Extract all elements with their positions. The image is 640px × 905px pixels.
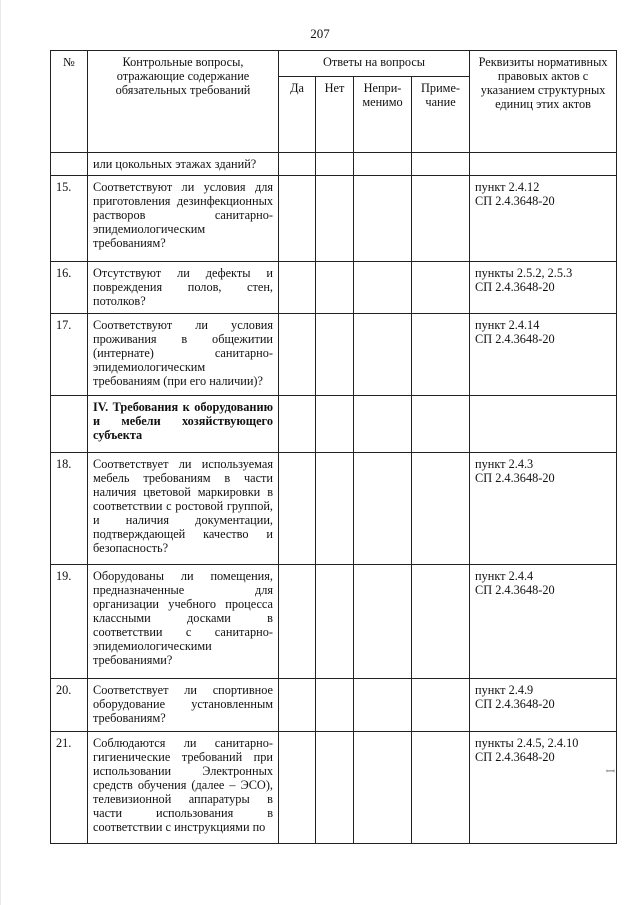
col-header-questions: Контрольные вопросы, отражающие содержание обязательных требований xyxy=(88,51,279,153)
row-question: Соответствуют ли условия для приготовления дезинфекционных растворов санитарно-эпидемиологическим требованиям? xyxy=(88,176,279,262)
row-question: Соответствует ли используемая мебель требованиям в части наличия цветовой маркировки в соответствии с ростовой группой, и наличия документации, подтверждающей качество и безопасность? xyxy=(88,453,279,565)
requisite-code: СП 2.4.3648-20 xyxy=(475,471,555,485)
row-requisites xyxy=(470,153,617,176)
row-number xyxy=(51,396,88,453)
answer-note-cell xyxy=(412,153,470,176)
table-row xyxy=(51,565,617,679)
answer-yes-cell xyxy=(279,314,316,396)
answer-note-cell xyxy=(412,396,470,453)
row-number: 15. xyxy=(51,176,88,262)
answer-na-cell xyxy=(354,565,412,679)
answer-note-cell xyxy=(412,176,470,262)
section-title: IV. Требования к оборудованию и мебели хозяйствующего субъекта xyxy=(88,396,279,453)
answer-no-cell xyxy=(316,396,354,453)
answer-note-cell xyxy=(412,565,470,679)
answer-note-cell xyxy=(412,732,470,844)
row-requisites xyxy=(470,262,617,314)
answer-yes-cell xyxy=(279,153,316,176)
header-row-1 xyxy=(51,51,617,77)
answer-na-cell xyxy=(354,679,412,732)
answer-yes-cell xyxy=(279,396,316,453)
answer-na-cell xyxy=(354,314,412,396)
col-header-no: Нет xyxy=(316,77,354,153)
answer-yes-cell xyxy=(279,176,316,262)
answer-no-cell xyxy=(316,565,354,679)
answer-na-cell xyxy=(354,262,412,314)
requisite-clause: пункт 2.4.12 xyxy=(475,180,540,194)
requisite-clause: пункт 2.4.14 xyxy=(475,318,540,332)
answer-note-cell xyxy=(412,262,470,314)
checklist-table xyxy=(50,50,617,844)
row-question: Соблюдаются ли санитарно-гигиенические требований при использовании Электронных средств обучения (далее – ЭСО), телевизионной аппаратуры в части использования в соответствии с инструкциями по xyxy=(88,732,279,844)
col-header-note xyxy=(412,77,470,153)
table-row xyxy=(51,176,617,262)
row-requisites xyxy=(470,314,617,396)
table-row xyxy=(51,314,617,396)
col-header-requisites: Реквизиты нормативных правовых актов с указанием структурных единиц этих актов xyxy=(470,51,617,153)
col-header-not-applicable xyxy=(354,77,412,153)
page-edge xyxy=(0,0,1,905)
requisite-clause: пункт 2.4.4 xyxy=(475,569,534,583)
col-header-answers: Ответы на вопросы xyxy=(279,51,470,77)
row-requisites xyxy=(470,565,617,679)
requisite-code: СП 2.4.3648-20 xyxy=(475,280,555,294)
answer-no-cell xyxy=(316,176,354,262)
row-number: 21. xyxy=(51,732,88,844)
table-row xyxy=(51,262,617,314)
row-question: или цокольных этажах зданий? xyxy=(88,153,279,176)
col-header-num: № xyxy=(51,51,88,153)
row-requisites xyxy=(470,679,617,732)
answer-note-cell xyxy=(412,314,470,396)
row-requisites xyxy=(470,396,617,453)
col-header-yes: Да xyxy=(279,77,316,153)
answer-no-cell xyxy=(316,732,354,844)
requisite-clause: пункт 2.4.9 xyxy=(475,683,534,697)
table-row xyxy=(51,679,617,732)
requisite-code: СП 2.4.3648-20 xyxy=(475,194,555,208)
answer-na-cell xyxy=(354,453,412,565)
section-row xyxy=(51,396,617,453)
row-question: Соответствуют ли условия проживания в общежитии (интернате) санитарно-эпидемиологическим требованиям (при его наличии)? xyxy=(88,314,279,396)
requisite-clause: пункт 2.4.3 xyxy=(475,457,534,471)
table-row xyxy=(51,153,617,176)
answer-no-cell xyxy=(316,679,354,732)
row-requisites xyxy=(470,732,617,844)
margin-mark: ꟷ xyxy=(606,766,615,778)
note-line-2: чание xyxy=(425,95,456,109)
row-number: 19. xyxy=(51,565,88,679)
answer-no-cell xyxy=(316,262,354,314)
answer-yes-cell xyxy=(279,453,316,565)
row-number: 18. xyxy=(51,453,88,565)
row-number: 17. xyxy=(51,314,88,396)
na-line-1: Непри- xyxy=(363,81,402,95)
row-number: 16. xyxy=(51,262,88,314)
requisite-clause: пункты 2.4.5, 2.4.10 xyxy=(475,736,579,750)
answer-yes-cell xyxy=(279,679,316,732)
table-row xyxy=(51,732,617,844)
answer-na-cell xyxy=(354,732,412,844)
requisite-code: СП 2.4.3648-20 xyxy=(475,332,555,346)
requisite-code: СП 2.4.3648-20 xyxy=(475,697,555,711)
row-requisites xyxy=(470,453,617,565)
answer-na-cell xyxy=(354,153,412,176)
answer-yes-cell xyxy=(279,262,316,314)
row-question: Оборудованы ли помещения, предназначенные для организации учебного процесса классными досками в соответствии с санитарно-эпидемиологическими требованиями? xyxy=(88,565,279,679)
requisite-code: СП 2.4.3648-20 xyxy=(475,750,555,764)
answer-no-cell xyxy=(316,314,354,396)
na-line-2: менимо xyxy=(362,95,403,109)
checklist-body xyxy=(51,153,617,844)
requisite-clause: пункты 2.5.2, 2.5.3 xyxy=(475,266,573,280)
table-row xyxy=(51,453,617,565)
row-number xyxy=(51,153,88,176)
answer-yes-cell xyxy=(279,565,316,679)
row-requisites xyxy=(470,176,617,262)
row-question: Соответствует ли спортивное оборудование установленным требованиям? xyxy=(88,679,279,732)
page-number: 207 xyxy=(310,26,330,41)
answer-na-cell xyxy=(354,176,412,262)
answer-note-cell xyxy=(412,679,470,732)
note-line-1: Приме- xyxy=(421,81,460,95)
answer-note-cell xyxy=(412,453,470,565)
answer-no-cell xyxy=(316,453,354,565)
answer-no-cell xyxy=(316,153,354,176)
requisite-code: СП 2.4.3648-20 xyxy=(475,583,555,597)
row-question: Отсутствуют ли дефекты и повреждения полов, стен, потолков? xyxy=(88,262,279,314)
answer-yes-cell xyxy=(279,732,316,844)
row-number: 20. xyxy=(51,679,88,732)
answer-na-cell xyxy=(354,396,412,453)
